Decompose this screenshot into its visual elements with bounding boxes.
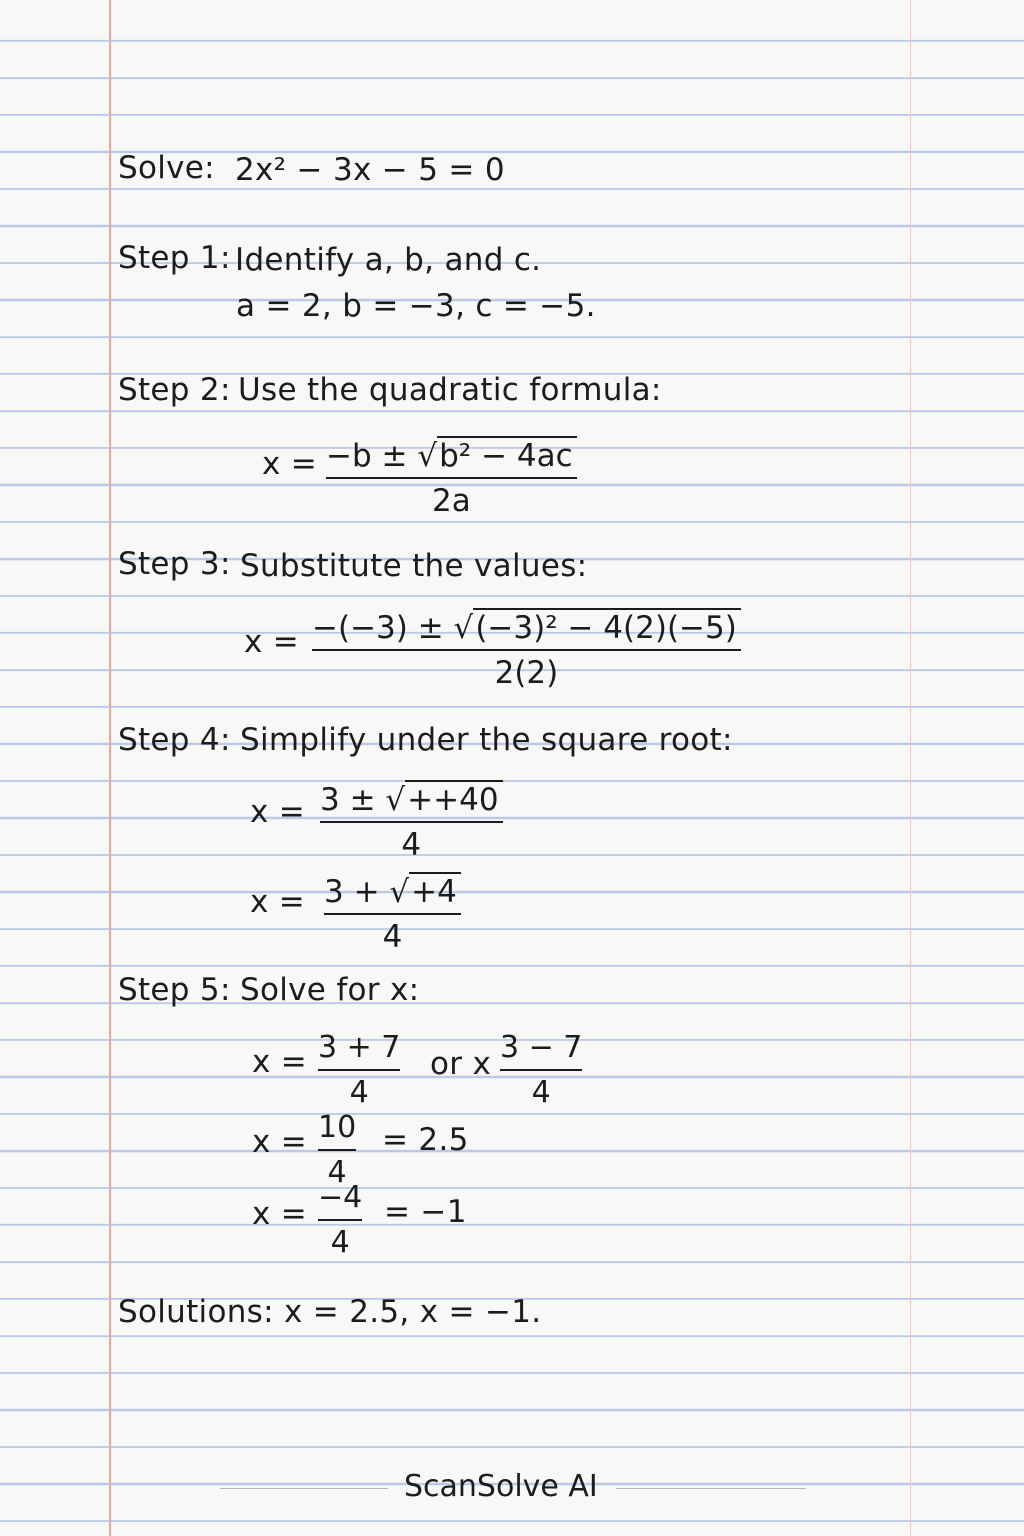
- step5-eq2-num: 10: [318, 1110, 357, 1145]
- square-root: √b² − 4ac: [417, 436, 576, 474]
- solutions-text: x = 2.5, x = −1.: [284, 1294, 542, 1330]
- square-root: √+4: [389, 872, 460, 910]
- step5-eq2-fraction: [318, 1110, 356, 1191]
- fraction-bar: [320, 821, 503, 823]
- step4-eq1-radicand: ++40: [405, 780, 502, 818]
- step4-eq2-denominator: 4: [382, 919, 403, 955]
- step5-eq1-fraction-a: [318, 1030, 400, 1111]
- fraction-bar: [500, 1069, 582, 1071]
- step3-label: Step 3:: [118, 546, 231, 582]
- footer-rule-left: [220, 1488, 388, 1489]
- step5-eq1-fraction-b: [500, 1030, 582, 1111]
- step3-radicand: (−3)² − 4(2)(−5): [473, 608, 741, 646]
- step3-lhs: x =: [244, 624, 300, 660]
- step2-radicand: b² − 4ac: [437, 436, 577, 474]
- margin-line-left: [109, 0, 111, 1536]
- step1-values: a = 2, b = −3, c = −5.: [236, 288, 596, 324]
- fraction-bar: [324, 913, 461, 915]
- step5-text: Solve for x:: [240, 972, 420, 1008]
- square-root: √++40: [385, 780, 502, 818]
- step5-eq1-num-b: 3 − 7: [500, 1030, 583, 1065]
- step3-numerator: [312, 608, 741, 646]
- step4-eq2-numerator: [324, 872, 461, 910]
- fraction-bar: [318, 1219, 362, 1221]
- step4-eq2-num-left: 3 +: [324, 874, 390, 910]
- step5-eq3-den: 4: [330, 1225, 350, 1260]
- step5-eq1-lhs: x =: [252, 1044, 308, 1080]
- step1-label: Step 1:: [118, 240, 231, 276]
- step5-eq1-den-a: 4: [349, 1075, 369, 1110]
- step3-denominator: 2(2): [494, 655, 559, 691]
- step4-eq1-denominator: 4: [401, 827, 422, 863]
- square-root: √(−3)² − 4(2)(−5): [454, 608, 741, 646]
- problem-label: Solve:: [118, 150, 215, 186]
- step4-eq2-radicand: +4: [409, 872, 461, 910]
- step2-num-left: −b ±: [326, 438, 418, 474]
- margin-line-right: [910, 0, 911, 1536]
- fraction-bar: [326, 477, 577, 479]
- step5-eq1-num-a: 3 + 7: [318, 1030, 401, 1065]
- fraction-bar: [318, 1069, 400, 1071]
- step2-formula-fraction: [326, 436, 577, 519]
- step5-eq1-or: or x: [430, 1046, 492, 1082]
- step4-eq1-num-left: 3 ±: [320, 782, 386, 818]
- step2-numerator: [326, 436, 577, 474]
- step2-lhs: x =: [262, 446, 318, 482]
- step4-eq1-lhs: x =: [250, 794, 306, 830]
- brand-footer: ScanSolve AI: [404, 1469, 598, 1504]
- step2-label: Step 2:: [118, 372, 231, 408]
- problem-equation: 2x² − 3x − 5 = 0: [235, 152, 505, 188]
- step2-text: Use the quadratic formula:: [238, 372, 662, 408]
- step5-eq3-num: −4: [318, 1180, 363, 1215]
- fraction-bar: [312, 649, 741, 651]
- step1-text: Identify a, b, and c.: [235, 242, 542, 278]
- solutions-label: Solutions:: [118, 1294, 274, 1330]
- step4-eq2-lhs: x =: [250, 884, 306, 920]
- step3-text: Substitute the values:: [240, 548, 588, 584]
- step4-eq2-fraction: [324, 872, 461, 955]
- step4-text: Simplify under the square root:: [240, 722, 733, 758]
- step5-eq3-lhs: x =: [252, 1196, 308, 1232]
- fraction-bar: [318, 1149, 356, 1151]
- step5-eq3-rhs: = −1: [384, 1194, 467, 1230]
- step5-eq2-lhs: x =: [252, 1124, 308, 1160]
- step5-eq1-den-b: 4: [531, 1075, 551, 1110]
- step5-eq2-den: 4: [327, 1155, 347, 1190]
- step2-denominator: 2a: [431, 483, 471, 519]
- step4-label: Step 4:: [118, 722, 231, 758]
- step5-eq2-rhs: = 2.5: [382, 1122, 469, 1158]
- step3-num-left: −(−3) ±: [312, 610, 454, 646]
- step5-label: Step 5:: [118, 972, 231, 1008]
- step4-eq1-numerator: [320, 780, 503, 818]
- step3-fraction: [312, 608, 741, 691]
- footer-rule-right: [616, 1488, 806, 1489]
- step5-eq3-fraction: [318, 1180, 362, 1261]
- step4-eq1-fraction: [320, 780, 503, 863]
